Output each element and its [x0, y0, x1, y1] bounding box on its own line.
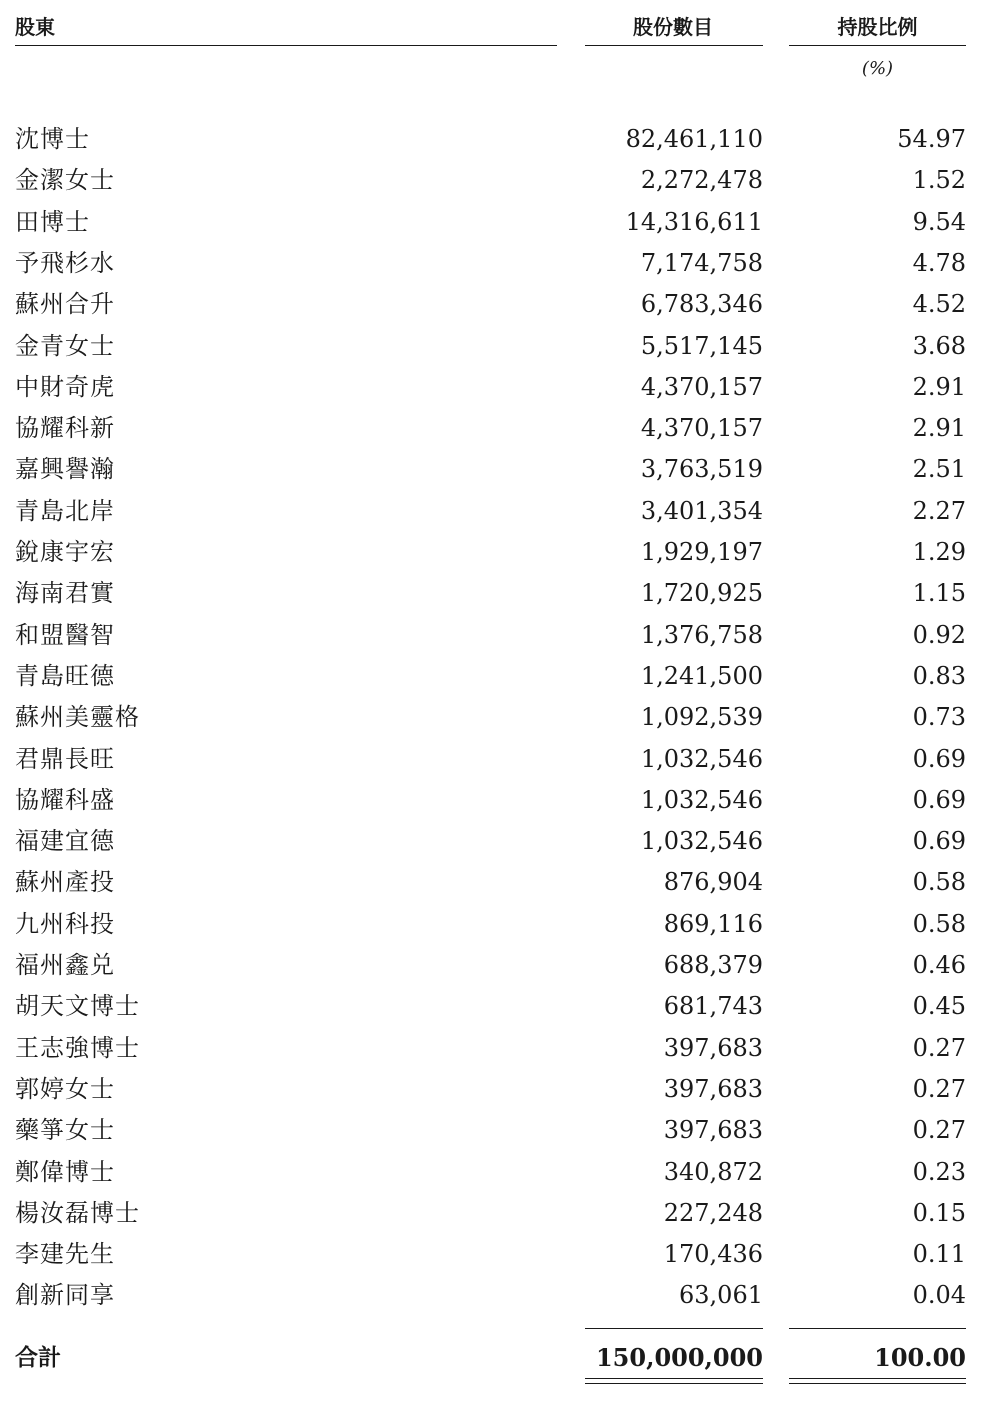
table-row — [0, 659, 983, 693]
shareholder-name: 青島旺德 — [15, 661, 115, 690]
subtotal-rule-percentage — [789, 1328, 966, 1329]
share-count: 5,517,145 — [640, 331, 763, 360]
share-count: 6,783,346 — [640, 290, 763, 319]
shareholder-name: 中財奇虎 — [15, 372, 115, 401]
shareholding-percentage: 0.58 — [912, 868, 966, 897]
share-count: 869,116 — [663, 909, 763, 938]
shareholding-percentage: 2.91 — [912, 372, 966, 401]
shareholding-percentage: 0.83 — [912, 661, 966, 690]
shareholding-percentage: 1.29 — [912, 538, 966, 566]
share-count: 1,032,546 — [640, 785, 763, 814]
table-row — [0, 1031, 983, 1065]
table-row — [0, 1278, 983, 1312]
shareholder-name: 協耀科盛 — [15, 785, 115, 814]
shareholder-name: 銳康宇宏 — [15, 538, 115, 566]
table-row — [0, 411, 983, 445]
share-count: 227,248 — [663, 1198, 763, 1227]
total-row — [0, 1340, 983, 1376]
table-row — [0, 329, 983, 363]
share-count: 1,720,925 — [640, 579, 763, 608]
shareholding-percentage: 0.45 — [912, 992, 966, 1021]
share-count: 1,376,758 — [640, 620, 763, 649]
table-row — [0, 700, 983, 734]
share-count: 2,272,478 — [640, 166, 763, 195]
shareholding-percentage: 0.04 — [912, 1281, 966, 1310]
share-count: 63,061 — [679, 1281, 763, 1310]
table-row — [0, 287, 983, 321]
shareholding-percentage: 2.91 — [912, 414, 966, 443]
shareholder-name: 胡天文博士 — [15, 992, 140, 1021]
shareholding-percentage: 0.58 — [912, 909, 966, 938]
share-count: 1,032,546 — [640, 827, 763, 856]
shareholding-percentage: 0.92 — [912, 620, 966, 649]
table-row — [0, 907, 983, 941]
shareholder-name: 王志強博士 — [15, 1033, 140, 1062]
shareholder-name: 福建宜德 — [15, 827, 115, 856]
share-count: 4,370,157 — [640, 372, 763, 401]
share-count: 681,743 — [663, 992, 763, 1021]
shareholder-name: 郭婷女士 — [15, 1074, 115, 1103]
shareholder-name: 予飛杉水 — [15, 248, 115, 277]
table-row — [0, 865, 983, 899]
share-count: 4,370,157 — [640, 414, 763, 443]
shareholding-percentage: 0.27 — [912, 1116, 966, 1145]
table-row — [0, 205, 983, 239]
shareholder-name: 創新同享 — [15, 1281, 115, 1310]
share-count: 688,379 — [663, 951, 763, 979]
shareholding-percentage: 1.15 — [912, 579, 966, 608]
share-count: 3,401,354 — [640, 496, 763, 525]
shareholding-percentage: 2.51 — [912, 455, 966, 484]
shareholder-name: 蘇州美靈格 — [15, 703, 140, 732]
table-row — [0, 370, 983, 404]
shareholding-percentage: 0.73 — [912, 703, 966, 732]
table-row — [0, 1196, 983, 1230]
header-shares: 股份數目 — [633, 15, 713, 39]
share-count: 3,763,519 — [640, 455, 763, 484]
table-row — [0, 618, 983, 652]
shareholding-percentage: 0.46 — [912, 951, 966, 979]
shareholder-name: 鄭偉博士 — [15, 1157, 115, 1186]
header-shareholder: 股東 — [15, 15, 55, 39]
shareholding-percentage: 0.69 — [912, 827, 966, 856]
table-row — [0, 1155, 983, 1189]
share-count: 340,872 — [663, 1157, 763, 1186]
shareholding-percentage: 1.52 — [912, 166, 966, 195]
share-count: 82,461,110 — [625, 125, 763, 153]
percent-unit: (%) — [861, 58, 894, 79]
total-double-rule-shares-2 — [585, 1383, 763, 1384]
header-percentage: 持股比例 — [837, 15, 918, 39]
shareholder-name: 嘉興譽瀚 — [15, 455, 115, 484]
shareholding-percentage: 0.69 — [912, 744, 966, 773]
share-count: 397,683 — [663, 1074, 763, 1103]
shareholding-percentage: 0.15 — [912, 1198, 966, 1227]
table-row — [0, 163, 983, 197]
share-count: 7,174,758 — [640, 248, 763, 277]
shareholding-percentage: 0.27 — [912, 1033, 966, 1062]
table-row — [0, 452, 983, 486]
total-label: 合計 — [15, 1345, 61, 1371]
table-row — [0, 494, 983, 528]
shareholding-percentage: 54.97 — [897, 125, 966, 153]
table-row — [0, 246, 983, 280]
total-percentage: 100.00 — [874, 1343, 966, 1372]
shareholder-name: 協耀科新 — [15, 414, 115, 443]
table-row — [0, 122, 983, 156]
shareholding-percentage: 4.52 — [912, 290, 966, 319]
table-row — [0, 1113, 983, 1147]
shareholder-name: 九州科投 — [15, 909, 115, 938]
share-count: 397,683 — [663, 1033, 763, 1062]
table-row — [0, 576, 983, 610]
shareholding-percentage: 2.27 — [912, 496, 966, 525]
shareholder-name: 海南君實 — [15, 579, 115, 608]
subtotal-rule-shares — [585, 1328, 763, 1329]
table-row — [0, 1072, 983, 1106]
shareholder-name: 金青女士 — [15, 331, 115, 360]
total-double-rule-percentage-1 — [789, 1378, 966, 1379]
shareholding-percentage: 0.27 — [912, 1074, 966, 1103]
shareholding-percentage: 9.54 — [912, 207, 966, 236]
share-count: 170,436 — [663, 1240, 763, 1269]
share-count: 1,032,546 — [640, 744, 763, 773]
shareholding-percentage: 4.78 — [912, 248, 966, 277]
shareholding-percentage: 0.11 — [912, 1240, 966, 1269]
shareholder-name: 楊汝磊博士 — [15, 1198, 140, 1227]
shareholder-name: 蘇州合升 — [15, 290, 115, 319]
share-count: 14,316,611 — [625, 207, 763, 236]
table-row — [0, 989, 983, 1023]
total-double-rule-percentage-2 — [789, 1383, 966, 1384]
total-double-rule-shares-1 — [585, 1378, 763, 1379]
shareholder-name: 蘇州產投 — [15, 868, 115, 897]
total-shares: 150,000,000 — [595, 1343, 763, 1372]
shareholder-name: 君鼎長旺 — [15, 744, 115, 773]
shareholding-percentage: 0.69 — [912, 785, 966, 814]
shareholding-percentage: 0.23 — [912, 1157, 966, 1186]
shareholder-name: 藥箏女士 — [15, 1116, 115, 1145]
share-count: 1,092,539 — [640, 703, 763, 732]
shareholder-name: 金潔女士 — [15, 166, 115, 195]
shareholder-name: 沈博士 — [15, 125, 90, 153]
shareholder-name: 福州鑫兑 — [15, 951, 115, 979]
table-row — [0, 948, 983, 982]
shareholder-name: 李建先生 — [15, 1240, 115, 1269]
shareholder-name: 青島北岸 — [15, 496, 115, 525]
shareholder-name: 田博士 — [15, 207, 90, 236]
shareholder-name: 和盟醫智 — [15, 620, 115, 649]
table-row — [0, 742, 983, 776]
share-count: 876,904 — [663, 868, 763, 897]
share-count: 1,929,197 — [640, 538, 763, 566]
table-row — [0, 535, 983, 569]
table-row — [0, 1237, 983, 1271]
table-row — [0, 783, 983, 817]
share-count: 1,241,500 — [640, 661, 763, 690]
shareholding-percentage: 3.68 — [912, 331, 966, 360]
table-row — [0, 824, 983, 858]
share-count: 397,683 — [663, 1116, 763, 1145]
